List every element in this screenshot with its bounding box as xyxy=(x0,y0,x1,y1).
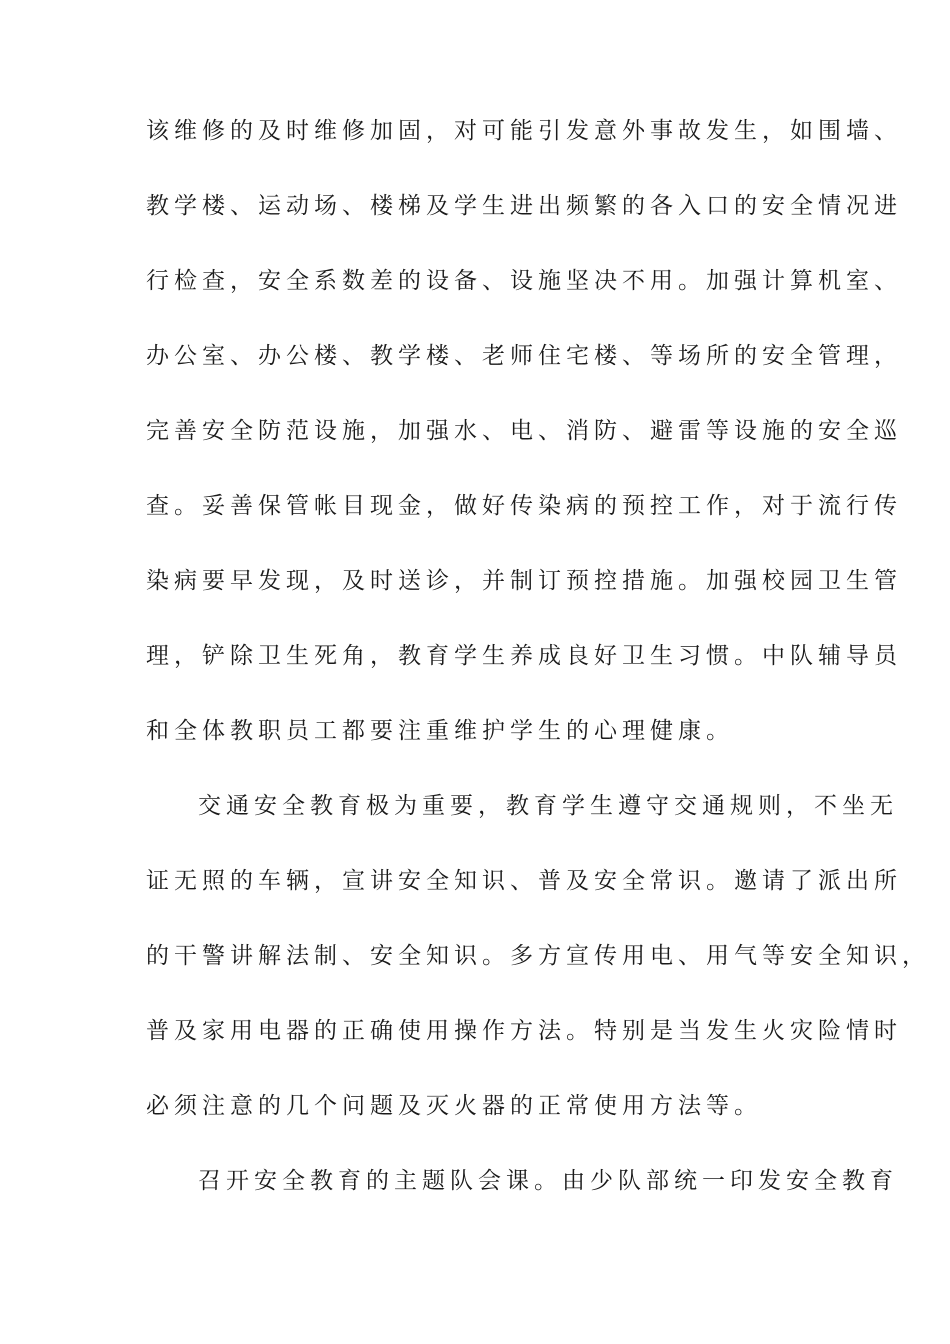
text-line: 查。妥善保管帐目现金，做好传染病的预控工作，对于流行传 xyxy=(146,493,902,519)
text-line: 办公室、办公楼、教学楼、老师住宅楼、等场所的安全管理， xyxy=(146,343,902,369)
text-line: 理，铲除卫生死角，教育学生养成良好卫生习惯。中队辅导员 xyxy=(146,643,902,669)
text-line: 证无照的车辆，宣讲安全知识、普及安全常识。邀请了派出所 xyxy=(146,868,902,894)
text-line: 的干警讲解法制、安全知识。多方宣传用电、用气等安全知识， xyxy=(146,943,930,969)
paragraph-traffic-safety xyxy=(146,785,930,1160)
text-line: 完善安全防范设施，加强水、电、消防、避雷等设施的安全巡 xyxy=(146,418,902,444)
text-line: 必须注意的几个问题及灭火器的正常使用方法等。 xyxy=(146,1093,762,1119)
text-line: 教学楼、运动场、楼梯及学生进出频繁的各入口的安全情况进 xyxy=(146,193,902,219)
text-line: 交通安全教育极为重要，教育学生遵守交通规则，不坐无 xyxy=(198,793,898,819)
paragraph-theme-meeting xyxy=(146,1160,898,1235)
text-line: 普及家用电器的正确使用操作方法。特别是当发生火灾险情时 xyxy=(146,1018,902,1044)
text-line: 行检查，安全系数差的设备、设施坚决不用。加强计算机室、 xyxy=(146,268,902,294)
document-body xyxy=(146,110,930,1235)
text-line: 该维修的及时维修加固，对可能引发意外事故发生，如围墙、 xyxy=(146,118,902,144)
text-line: 和全体教职员工都要注重维护学生的心理健康。 xyxy=(146,718,734,744)
text-line: 染病要早发现，及时送诊，并制订预控措施。加强校园卫生管 xyxy=(146,568,902,594)
paragraph-school-facility-safety xyxy=(146,110,902,785)
text-line: 召开安全教育的主题队会课。由少队部统一印发安全教育 xyxy=(198,1168,898,1194)
